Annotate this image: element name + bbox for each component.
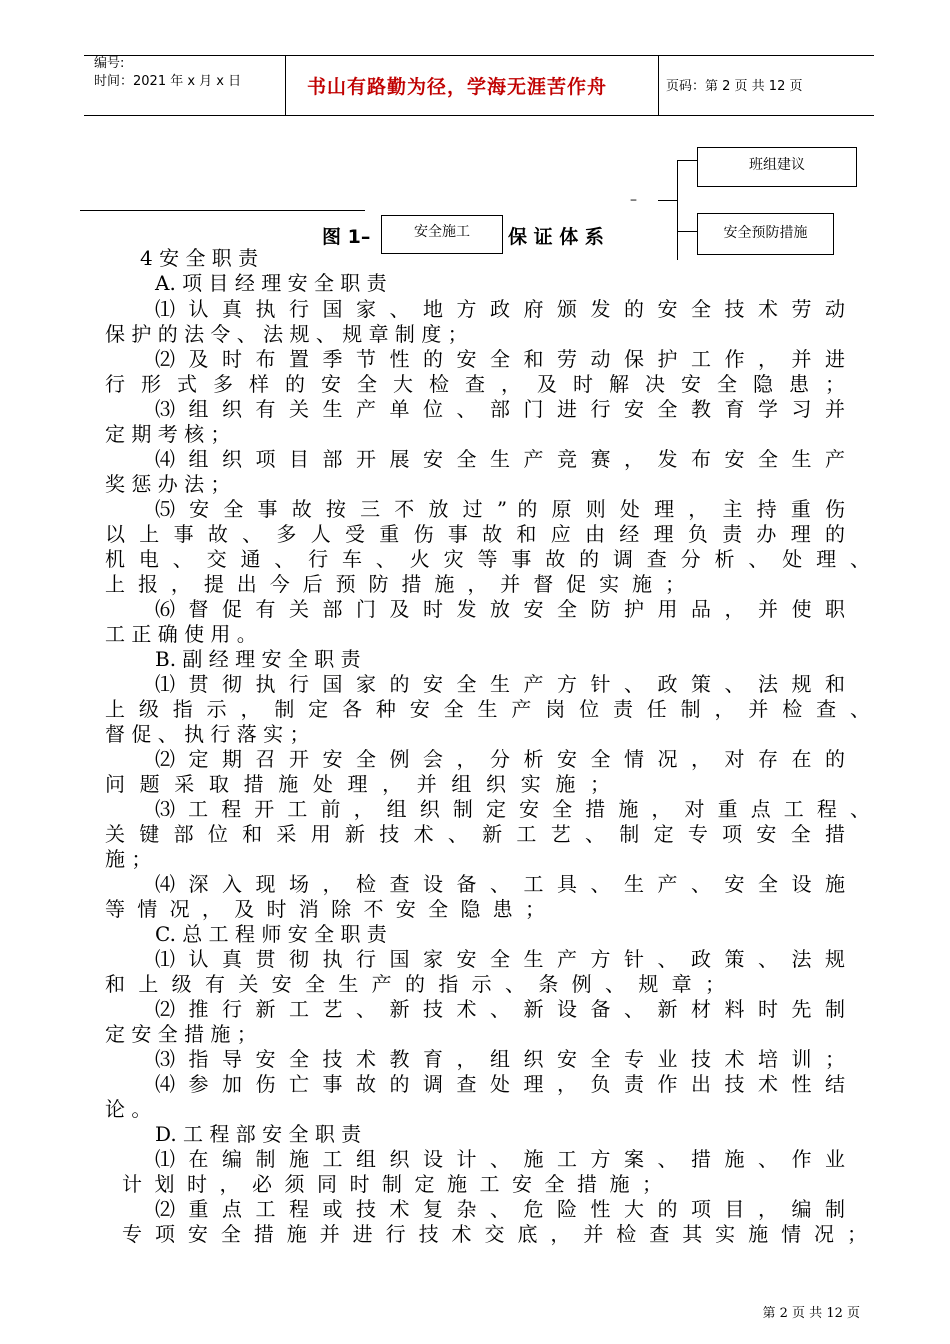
- connector-vertical: [677, 160, 678, 260]
- paragraph-line: 工 正 确 使 用 。: [105, 622, 257, 646]
- paragraph-line: 行 形 式 多 样 的 安 全 大 检 查 ， 及 时 解 决 安 全 隐 患 ；: [105, 372, 845, 396]
- paragraph-line: ⑷ 组 织 项 目 部 开 展 安 全 生 产 竞 赛 ， 发 布 安 全 生 产: [155, 447, 845, 471]
- paragraph-line: ⑹ 督 促 有 关 部 门 及 时 发 放 安 全 防 护 用 品 ， 并 使 职: [155, 597, 845, 621]
- motto-banner: 书山有路勤为径，学海无涯苦作舟: [307, 76, 608, 98]
- paragraph-line: 机 电 、 交 通 、 行 车 、 火 灾 等 事 故 的 调 查 分 析 、 处 理 、: [105, 547, 870, 571]
- paragraph-line: ⑵ 重 点 工 程 或 技 术 复 杂 、 危 险 性 大 的 项 目 ， 编 制: [155, 1197, 845, 1221]
- subsection-heading: B. 副 经 理 安 全 职 责: [155, 647, 361, 671]
- paragraph-line: ⑴ 在 编 制 施 工 组 织 设 计 、 施 工 方 案 、 措 施 、 作 业: [155, 1147, 845, 1171]
- paragraph-line: 以 上 事 故 、 多 人 受 重 伤 事 故 和 应 由 经 理 负 责 办 理 的: [105, 522, 845, 546]
- subsection-heading: A. 项 目 经 理 安 全 职 责: [155, 271, 387, 295]
- diagram-left-rule: [80, 210, 365, 211]
- paragraph-line: ⑴ 认 真 贯 彻 执 行 国 家 安 全 生 产 方 针 、 政 策 、 法 规: [155, 947, 845, 971]
- paragraph-line: 专 项 安 全 措 施 并 进 行 技 术 交 底 ， 并 检 查 其 实 施 情 况 ；: [122, 1222, 867, 1246]
- connector-top: [677, 160, 697, 161]
- section-heading: 4 安 全 职 责: [140, 246, 259, 270]
- paragraph-line: ⑴ 贯 彻 执 行 国 家 的 安 全 生 产 方 针 、 政 策 、 法 规 和: [155, 672, 845, 696]
- document-number-label: 编号:: [94, 56, 125, 71]
- box-safety-prevention: 安全预防措施: [697, 213, 834, 255]
- paragraph-line: 定 期 考 核 ；: [105, 422, 231, 446]
- paragraph-line: 论 。: [105, 1097, 152, 1121]
- paragraph-line: ⑸ 安 全 事 故 按 三 不 放 过 ” 的 原 则 处 理 ， 主 持 重 伤: [155, 497, 845, 521]
- paragraph-line: 督 促 、 执 行 落 实 ；: [105, 722, 310, 746]
- paragraph-line: 定 安 全 措 施 ；: [105, 1022, 257, 1046]
- subsection-heading: C. 总 工 程 师 安 全 职 责: [155, 922, 387, 946]
- connector-bottom: [677, 231, 697, 232]
- diagram-dash: –: [630, 192, 637, 208]
- paragraph-line: ⑷ 参 加 伤 亡 事 故 的 调 查 处 理 ， 负 责 作 出 技 术 性 结: [155, 1072, 845, 1096]
- paragraph-line: ⑶ 组 织 有 关 生 产 单 位 、 部 门 进 行 安 全 教 育 学 习 并: [155, 397, 845, 421]
- paragraph-line: ⑵ 及 时 布 置 季 节 性 的 安 全 和 劳 动 保 护 工 作 ， 并 进: [155, 347, 845, 371]
- header-divider-left: [285, 55, 286, 116]
- paragraph-line: 问 题 采 取 措 施 处 理 ， 并 组 织 实 施 ；: [105, 772, 610, 796]
- figure-title-left: 图 1–: [322, 226, 371, 248]
- paragraph-line: 上 报 ， 提 出 今 后 预 防 措 施 ， 并 督 促 实 施 ；: [105, 572, 685, 596]
- paragraph-line: ⑷ 深 入 现 场 ， 检 查 设 备 、 工 具 、 生 产 、 安 全 设 施: [155, 872, 845, 896]
- header-top-rule: [84, 55, 874, 56]
- paragraph-line: ⑴ 认 真 执 行 国 家 、 地 方 政 府 颁 发 的 安 全 技 术 劳 动: [155, 297, 845, 321]
- box-team-suggestion: 班组建议: [697, 147, 857, 187]
- paragraph-line: 等 情 况 ， 及 时 消 除 不 安 全 隐 患 ；: [105, 897, 545, 921]
- connector-middle: [658, 200, 678, 201]
- paragraph-line: 关 键 部 位 和 采 用 新 技 术 、 新 工 艺 、 制 定 专 项 安 全 措: [105, 822, 845, 846]
- paragraph-line: 上 级 指 示 ， 制 定 各 种 安 全 生 产 岗 位 责 任 制 ， 并 检 查 、: [105, 697, 870, 721]
- box-safe-construction: 安全施工: [381, 215, 503, 254]
- header-bottom-rule: [84, 115, 874, 116]
- header-divider-right: [658, 55, 659, 116]
- paragraph-line: 保 护 的 法 令 、 法 规 、 规 章 制 度 ；: [105, 322, 468, 346]
- paragraph-line: ⑶ 工 程 开 工 前 ， 组 织 制 定 安 全 措 施 ， 对 重 点 工 程 、: [155, 797, 870, 821]
- footer-page-number: 第 2 页 共 12 页: [762, 1306, 860, 1321]
- paragraph-line: ⑵ 定 期 召 开 安 全 例 会 ， 分 析 安 全 情 况 ， 对 存 在 的: [155, 747, 845, 771]
- paragraph-line: 和 上 级 有 关 安 全 生 产 的 指 示 、 条 例 、 规 章 ；: [105, 972, 725, 996]
- paragraph-line: ⑵ 推 行 新 工 艺 、 新 技 术 、 新 设 备 、 新 材 料 时 先 制: [155, 997, 845, 1021]
- paragraph-line: 计 划 时 ， 必 须 同 时 制 定 施 工 安 全 措 施 ；: [122, 1172, 662, 1196]
- paragraph-line: 奖 惩 办 法 ；: [105, 472, 231, 496]
- subsection-heading: D. 工 程 部 安 全 职 责: [155, 1122, 362, 1146]
- document-date: 时间：2021 年 x 月 x 日: [94, 74, 242, 89]
- paragraph-line: ⑶ 指 导 安 全 技 术 教 育 ， 组 织 安 全 专 业 技 术 培 训 ；: [155, 1047, 845, 1071]
- header-page-info: 页码：第 2 页 共 12 页: [666, 79, 803, 94]
- paragraph-line: 施 ；: [105, 847, 152, 871]
- figure-title-right: 保 证 体 系: [508, 226, 604, 248]
